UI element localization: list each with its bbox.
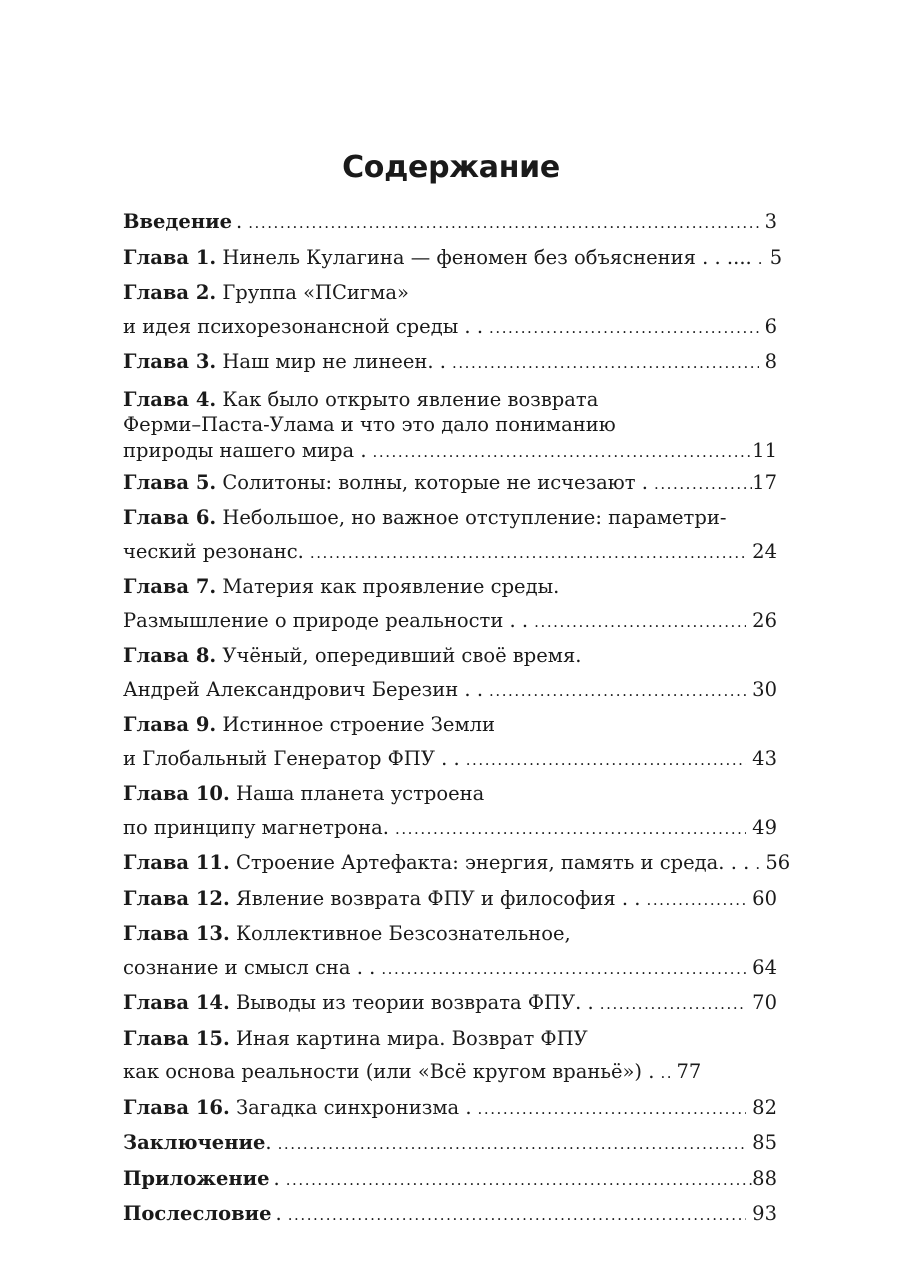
table-of-contents xyxy=(123,205,791,1233)
page-number: 30 xyxy=(752,677,777,701)
toc-entry-chapter-9 xyxy=(123,708,777,777)
entry-label: Глава 14. xyxy=(123,991,230,1014)
page-number: 85 xyxy=(752,1131,777,1154)
toc-entry-chapter-10 xyxy=(123,777,777,846)
page-title: Содержание xyxy=(342,150,560,185)
entry-text: Как было открыто явление возврата xyxy=(222,387,599,411)
entry-label: Введение xyxy=(123,210,232,233)
entry-text: и идея психорезонансной среды . . xyxy=(123,314,484,338)
dot-leader xyxy=(381,953,746,987)
entry-label: Глава 12. xyxy=(123,886,230,910)
entry-label: Глава 7. xyxy=(123,575,217,598)
entry-label: Послесловие xyxy=(123,1202,272,1225)
dot-leader xyxy=(600,988,746,1022)
entry-label: Глава 13. xyxy=(123,922,230,945)
dot-leader xyxy=(660,1057,670,1091)
dot-leader xyxy=(278,1128,747,1162)
page-number: 8 xyxy=(764,350,777,373)
entry-text: . xyxy=(273,1166,280,1190)
entry-label: Приложение xyxy=(123,1166,270,1190)
entry-label: Глава 10. xyxy=(123,782,230,805)
dot-leader xyxy=(758,243,764,277)
entry-text: Размышление о природе реальности . . xyxy=(123,608,529,632)
dot-leader xyxy=(373,438,753,466)
entry-label: Глава 9. xyxy=(123,713,217,736)
entry-label: Глава 4. xyxy=(123,387,217,411)
entry-text: Материя как проявление среды. xyxy=(222,575,560,598)
toc-entry-afterword xyxy=(123,1197,777,1233)
entry-text: Группа «ПСигма» xyxy=(222,281,409,304)
entry-text: Загадка синхронизма . xyxy=(235,1095,472,1119)
entry-text: . xyxy=(265,1131,272,1154)
entry-text: Строение Артефакта: энергия, память и среда. . . xyxy=(235,851,750,874)
page-number: 49 xyxy=(752,815,777,839)
page-number: 60 xyxy=(752,886,777,910)
page-number: 26 xyxy=(752,608,777,632)
page-number: 11 xyxy=(752,438,777,462)
page-number: 24 xyxy=(752,539,777,563)
entry-text: Наш мир не линеен. . xyxy=(222,350,446,373)
entry-label: Глава 2. xyxy=(123,281,217,304)
toc-entry-chapter-4 xyxy=(123,381,777,466)
page-number: 77 xyxy=(676,1060,702,1083)
entry-label: Глава 11. xyxy=(123,851,230,874)
dot-leader xyxy=(310,537,746,571)
entry-label: Глава 6. xyxy=(123,506,217,529)
dot-leader xyxy=(395,813,746,847)
entry-label: Глава 16. xyxy=(123,1095,230,1119)
dot-leader xyxy=(286,1164,752,1198)
dot-leader xyxy=(288,1199,746,1233)
page-number: 70 xyxy=(752,991,777,1014)
toc-entry-appendix xyxy=(123,1162,777,1198)
dot-leader xyxy=(755,848,759,882)
entry-text: сознание и смысл сна . . xyxy=(123,955,376,979)
dot-leader xyxy=(534,606,746,640)
entry-label: Глава 1. xyxy=(123,245,217,269)
entry-label: Глава 3. xyxy=(123,350,217,373)
entry-text: Нинель Кулагина — феномен без объяснения . . .... xyxy=(222,245,752,269)
page-number: 82 xyxy=(752,1095,777,1119)
toc-entry-chapter-5 xyxy=(123,466,777,502)
toc-entry-chapter-11 xyxy=(123,846,791,882)
entry-text: Явление возврата ФПУ и философия . . xyxy=(235,886,641,910)
entry-label: Глава 5. xyxy=(123,470,217,494)
dot-leader xyxy=(452,347,759,381)
page-number: 88 xyxy=(752,1166,777,1190)
entry-text: Истинное строение Земли xyxy=(222,713,496,736)
toc-entry-introduction xyxy=(123,205,777,241)
toc-entry-chapter-15 xyxy=(123,1022,777,1091)
page-number: 3 xyxy=(764,210,777,233)
entry-text: Ферми–Паста-Улама и что это дало пониманию xyxy=(123,412,616,436)
entry-text: как основа реальности (или «Всё кругом враньё») . xyxy=(123,1060,655,1083)
entry-text: Андрей Александрович Березин . . xyxy=(123,677,484,701)
page-number: 6 xyxy=(764,314,777,338)
dot-leader xyxy=(489,675,746,709)
dot-leader xyxy=(248,207,758,241)
toc-entry-chapter-1 xyxy=(123,241,783,277)
entry-text: Коллективное Безсознательное, xyxy=(235,922,571,945)
entry-text: Небольшое, но важное отступление: параметри- xyxy=(222,506,727,529)
page-number: 64 xyxy=(752,955,777,979)
entry-label: Заключение xyxy=(123,1131,266,1154)
toc-entry-chapter-16 xyxy=(123,1091,777,1127)
page-number: 56 xyxy=(765,851,791,874)
toc-entry-chapter-12 xyxy=(123,882,777,918)
entry-text: и Глобальный Генератор ФПУ . . xyxy=(123,746,460,770)
entry-text: . xyxy=(235,210,243,233)
entry-text: ческий резонанс. xyxy=(123,539,304,563)
page-number: 17 xyxy=(752,470,777,494)
entry-text: по принципу магнетрона. xyxy=(123,815,389,839)
dot-leader xyxy=(654,468,752,502)
entry-text: Учёный, опередивший своё время. xyxy=(222,644,582,667)
dot-leader xyxy=(489,312,759,346)
page-number: 5 xyxy=(769,245,783,269)
toc-entry-chapter-6 xyxy=(123,501,777,570)
entry-text: Выводы из теории возврата ФПУ. . xyxy=(235,991,594,1014)
page-number: 43 xyxy=(752,746,777,770)
entry-label: Глава 8. xyxy=(123,644,217,667)
toc-entry-chapter-13 xyxy=(123,917,777,986)
entry-text: Иная картина мира. Возврат ФПУ xyxy=(235,1026,588,1050)
toc-entry-chapter-14 xyxy=(123,986,777,1022)
toc-entry-chapter-3 xyxy=(123,345,777,381)
entry-text: . xyxy=(275,1202,282,1225)
dot-leader xyxy=(646,884,746,918)
page-number: 93 xyxy=(752,1202,777,1225)
toc-entry-chapter-2 xyxy=(123,276,777,345)
toc-entry-chapter-7 xyxy=(123,570,777,639)
entry-text: Наша планета устроена xyxy=(235,782,485,805)
dot-leader xyxy=(478,1093,747,1127)
entry-text: природы нашего мира . xyxy=(123,438,367,462)
toc-entry-chapter-8 xyxy=(123,639,777,708)
dot-leader xyxy=(466,744,746,778)
entry-label: Глава 15. xyxy=(123,1026,230,1050)
entry-text: Солитоны: волны, которые не исчезают . xyxy=(222,470,648,494)
toc-entry-conclusion xyxy=(123,1126,777,1162)
